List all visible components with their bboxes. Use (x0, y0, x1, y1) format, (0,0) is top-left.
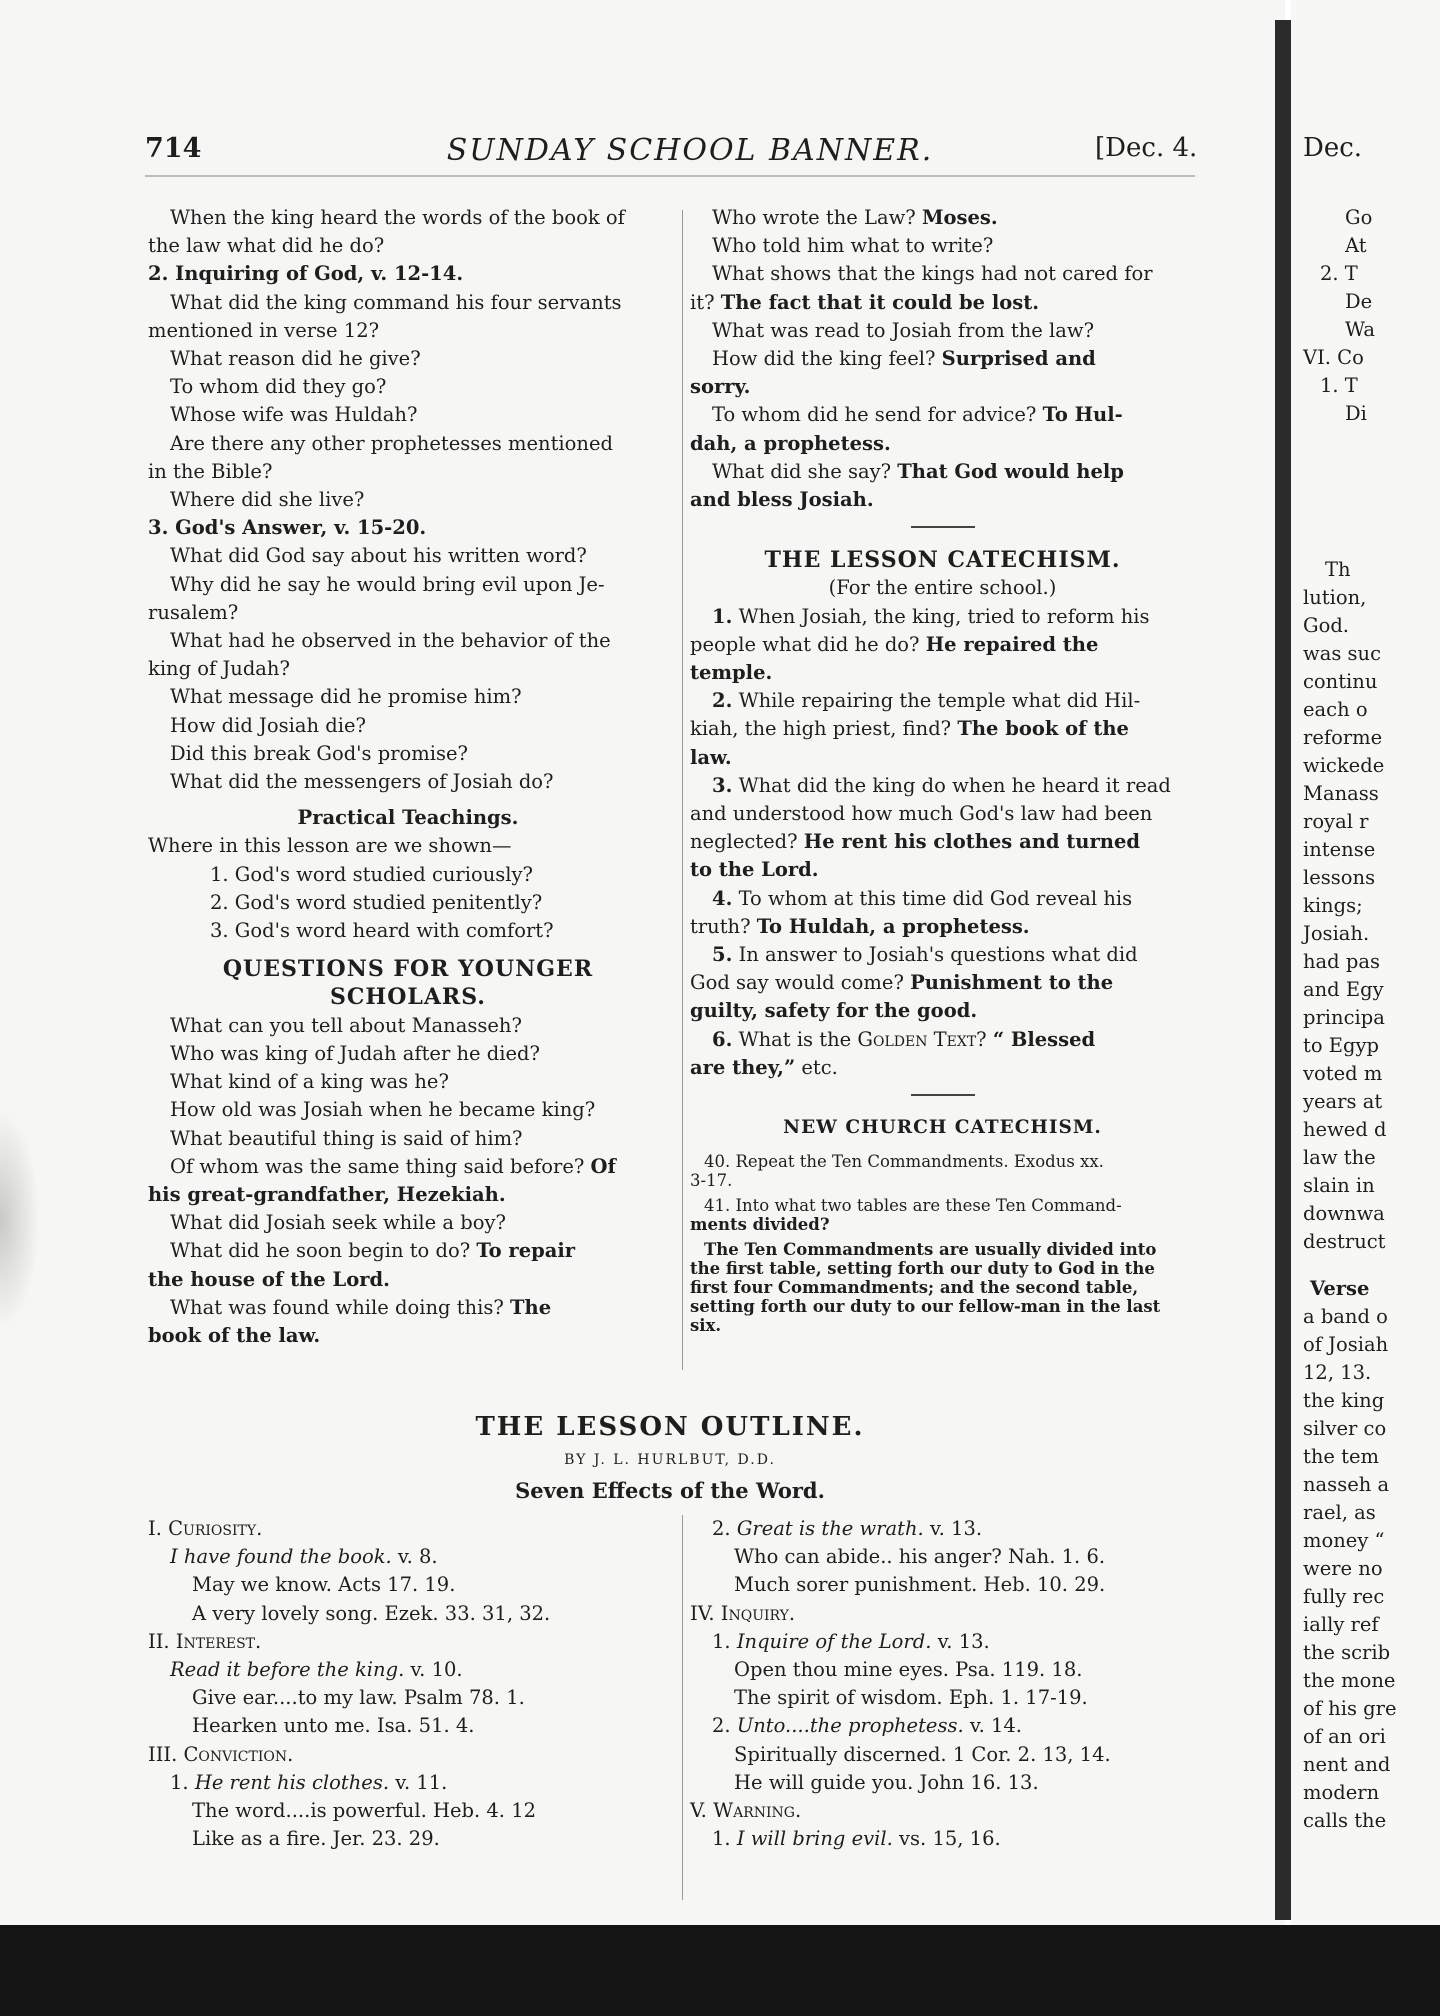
facing-page-fragment: De (1345, 290, 1373, 313)
outline-reference: May we know. Acts 17. 19. (192, 1573, 456, 1597)
question-line: What shows that the kings had not cared for (712, 262, 1153, 286)
question-text: kiah, the high priest, find? (690, 717, 952, 741)
outline-number: 1. (712, 1827, 731, 1851)
outline-reference: Hearken unto me. Isa. 51. 4. (192, 1714, 475, 1738)
issue-date: [Dec. 4. (1095, 133, 1198, 163)
right-column (690, 204, 1195, 1335)
facing-page-fragment: of his gre (1303, 1697, 1397, 1720)
question-text: What was found while doing this? (170, 1295, 504, 1319)
question-text: truth? (690, 914, 751, 938)
facing-page-fragment: intense (1303, 838, 1376, 861)
answer-text: The fact that it could be lost. (720, 290, 1040, 314)
outline-number: 2. (712, 1714, 731, 1738)
new-church-catechism-heading: NEW CHURCH CATECHISM. (783, 1117, 1102, 1139)
text-line: Where in this lesson are we shown— (148, 834, 512, 858)
outline-heading: III. Conviction. (148, 1742, 294, 1766)
facing-page-fragment: calls the (1303, 1809, 1387, 1832)
facing-page-fragment: hewed d (1303, 1118, 1387, 1141)
answer-text: Punishment to the (910, 971, 1114, 995)
outline-reference: Who can abide.. his anger? Nah. 1. 6. (734, 1545, 1106, 1569)
answer-text: That God would help (897, 459, 1124, 483)
outline-quote: Read it before the king. (170, 1658, 405, 1682)
facing-page-header: Dec. (1303, 133, 1363, 163)
facing-page-fragment: money “ (1303, 1529, 1385, 1552)
question-answer-line (148, 1294, 668, 1322)
facing-page-fragment: slain in (1303, 1174, 1375, 1197)
page-smudge (0, 1110, 40, 1330)
outline-verse: v. 8. (397, 1545, 438, 1569)
answer-line: dah, a prophetess. (690, 431, 891, 455)
text-line: in the Bible? (148, 459, 273, 483)
question-text: When Josiah, the king, tried to reform his (738, 604, 1150, 628)
question-line: What had he observed in the behavior of the (170, 629, 611, 653)
outline-heading: II. Interest. (148, 1629, 262, 1653)
facing-page-fragment: the scrib (1303, 1641, 1391, 1664)
facing-page-fragment: principa (1303, 1006, 1385, 1029)
outline-heading: IV. Inquiry. (690, 1601, 796, 1625)
answer-text: To repair (476, 1239, 576, 1263)
answer-text: The (510, 1295, 552, 1319)
question-line: What did the messengers of Josiah do? (170, 770, 554, 794)
outline-verse: v. 10. (410, 1658, 463, 1682)
question-text: people what did he do? (690, 632, 920, 656)
text-line: the law what did he do? (148, 234, 385, 258)
facing-page-fragment: Di (1345, 402, 1367, 425)
outline-heading: V. Warning. (690, 1799, 802, 1823)
question-line: What message did he promise him? (170, 685, 522, 709)
catechism-line: first four Commandments; and the second table, (690, 1278, 1139, 1298)
facing-page-fragment: nent and (1303, 1753, 1391, 1776)
text-line: and understood how much God's law had been (690, 802, 1153, 826)
outline-reference: The spirit of wisdom. Eph. 1. 17-19. (734, 1686, 1088, 1710)
question-text: What did she say? (712, 459, 892, 483)
item-number: 4. (712, 886, 733, 910)
catechism-line: ments divided? (690, 1215, 830, 1235)
outline-heading: I. Curiosity. (148, 1517, 263, 1540)
answer-line: and bless Josiah. (690, 488, 874, 512)
facing-page-fragment: of Josiah (1303, 1333, 1389, 1356)
question-line: Did this break God's promise? (170, 741, 469, 765)
outline-number: 1. (712, 1629, 731, 1653)
question-line: Where did she live? (170, 488, 365, 512)
answer-text: He rent his clothes and turned (803, 830, 1140, 854)
facing-page-fragment: 2. T (1320, 262, 1358, 285)
outline-left-column (148, 1515, 678, 1853)
facing-page-fragment: years at (1303, 1090, 1383, 1113)
question-line: Why did he say he would bring evil upon Je- (170, 572, 605, 596)
facing-page-fragment: to Egyp (1303, 1034, 1379, 1057)
answer-text: To Hul- (1042, 403, 1123, 427)
catechism-line: the first table, setting forth our duty to God in the (690, 1259, 1155, 1279)
text-line: rusalem? (148, 600, 239, 624)
question-text: To whom did he send for advice? (712, 403, 1037, 427)
lesson-outline-subtitle: Seven Effects of the Word. (515, 1478, 825, 1503)
facing-page-fragment: Go (1345, 206, 1373, 229)
facing-page-fragment: wickede (1303, 754, 1385, 777)
facing-page-fragment: Verse (1310, 1277, 1370, 1300)
item-number: 5. (712, 943, 733, 967)
facing-page-fragment: lution, (1303, 586, 1367, 609)
section-rule (911, 1094, 975, 1096)
facing-page-fragment: the mone (1303, 1669, 1396, 1692)
facing-page-fragment: lessons (1303, 866, 1376, 889)
answer-line: sorry. (690, 375, 751, 399)
lesson-outline-byline: BY J. L. HURLBUT, D.D. (564, 1452, 776, 1468)
catechism-line: six. (690, 1316, 722, 1336)
facing-page-fragment: modern (1303, 1781, 1380, 1804)
answer-text: The book of the (957, 717, 1129, 741)
outline-quote: Inquire of the Lord. (736, 1629, 932, 1653)
section-rule (911, 526, 975, 528)
facing-page-fragment: a band o (1303, 1305, 1388, 1328)
question-line: What reason did he give? (170, 347, 421, 371)
question-text: What did the king do when he heard it read (738, 773, 1171, 797)
catechism-line: 41. Into what two tables are these Ten Command- (704, 1196, 1122, 1216)
catechism-line: 40. Repeat the Ten Commandments. Exodus xx. (704, 1152, 1104, 1172)
answer-line: his great-grandfather, Hezekiah. (148, 1182, 506, 1206)
facing-page-fragment: each o (1303, 698, 1368, 721)
facing-page-fragment: At (1345, 234, 1367, 257)
answer-line: to the Lord. (690, 858, 819, 882)
facing-page-fragment: VI. Co (1303, 346, 1364, 369)
outline-reference: He will guide you. John 16. 13. (734, 1770, 1039, 1794)
teaching-item: 3. God's word heard with comfort? (210, 919, 554, 943)
catechism-line: 3-17. (690, 1171, 733, 1191)
facing-page-fragment: Josiah. (1303, 922, 1370, 945)
answer-line: temple. (690, 661, 773, 685)
facing-page-fragment: royal r (1303, 810, 1369, 833)
item-number: 6. (712, 1027, 733, 1051)
facing-page-fragment: was suc (1303, 642, 1382, 665)
facing-page-fragment: 12, 13. (1303, 1361, 1372, 1384)
answer-text: Of (590, 1154, 616, 1178)
facing-page-fragment: were no (1303, 1557, 1383, 1580)
outline-reference: A very lovely song. Ezek. 33. 31, 32. (192, 1601, 551, 1625)
question-line: Whose wife was Huldah? (170, 403, 418, 427)
facing-page-fragment: reforme (1303, 726, 1383, 749)
outline-quote: Great is the wrath. (736, 1517, 924, 1540)
question-text: While repairing the temple what did Hil- (738, 689, 1141, 713)
facing-page-fragment: kings; (1303, 894, 1363, 917)
question-text: it? (690, 290, 715, 314)
question-line: How old was Josiah when he became king? (170, 1098, 596, 1122)
facing-page-fragment: the king (1303, 1389, 1385, 1412)
catechism-line: The Ten Commandments are usually divided into (704, 1240, 1157, 1260)
outline-quote: Unto....the prophetess. (736, 1714, 964, 1738)
outline-divider (682, 1515, 683, 1900)
question-line: Who was king of Judah after he died? (170, 1041, 540, 1065)
question-line: To whom did they go? (170, 375, 387, 399)
book-spine (1275, 20, 1291, 1920)
teaching-item: 1. God's word studied curiously? (210, 862, 533, 886)
answer-line: the house of the Lord. (148, 1267, 390, 1291)
question-line: What beautiful thing is said of him? (170, 1126, 523, 1150)
facing-page-fragment: ially ref (1303, 1613, 1379, 1636)
facing-page-fragment: rael, as (1303, 1501, 1376, 1524)
header-rule (145, 175, 1195, 177)
answer-text: “ Blessed (992, 1027, 1096, 1051)
outline-reference: Spiritually discerned. 1 Cor. 2. 13, 14. (734, 1742, 1111, 1766)
outline-reference: Much sorer punishment. Heb. 10. 29. (734, 1573, 1106, 1597)
facing-page-fragment: law the (1303, 1146, 1376, 1169)
facing-page-fragment: and Egy (1303, 978, 1384, 1001)
outline-verse: vs. 15, 16. (899, 1827, 1001, 1851)
question-text: What did he soon begin to do? (170, 1239, 471, 1263)
outline-reference: Like as a fire. Jer. 23. 29. (192, 1827, 440, 1851)
facing-page-fragment: Wa (1345, 318, 1375, 341)
facing-page-fragment: of an ori (1303, 1725, 1386, 1748)
answer-text: To Huldah, a prophetess. (756, 914, 1030, 938)
text-line: king of Judah? (148, 657, 290, 681)
younger-scholars-heading: SCHOLARS. (330, 984, 486, 1011)
question-text: Of whom was the same thing said before? (170, 1154, 585, 1178)
question-line: What kind of a king was he? (170, 1070, 449, 1094)
question-line: What can you tell about Manasseh? (170, 1013, 522, 1037)
left-column (148, 204, 668, 1350)
scan-background (0, 1925, 1440, 2016)
new-church-catechism-body (690, 1152, 1195, 1336)
outline-quote: I will bring evil. (736, 1827, 893, 1851)
outline-verse: v. 13. (929, 1517, 983, 1540)
outline-number: 1. (170, 1770, 189, 1794)
question-text: Who wrote the Law? (712, 206, 916, 229)
outline-right-column (690, 1515, 1195, 1853)
page-number: 714 (145, 133, 202, 164)
answer-line: guilty, safety for the good. (690, 999, 978, 1023)
question-answer-line (148, 1153, 668, 1181)
answer-text: Surprised and (941, 347, 1096, 371)
question-text: To whom at this time did God reveal his (738, 886, 1133, 910)
facing-page-fragment: had pas (1303, 950, 1380, 973)
answer-line: law. (690, 745, 732, 769)
section-heading: 2. Inquiring of God, v. 12-14. (148, 262, 464, 286)
outline-verse: v. 11. (395, 1770, 448, 1794)
lesson-outline-title: THE LESSON OUTLINE. (475, 1412, 865, 1442)
item-number: 1. (712, 604, 733, 628)
outline-verse: v. 14. (969, 1714, 1023, 1738)
lesson-catechism-heading: THE LESSON CATECHISM. (764, 547, 1121, 574)
question-line: What did the king command his four servants (170, 290, 622, 314)
question-line: Who told him what to write? (712, 234, 994, 258)
teaching-item: 2. God's word studied penitently? (210, 890, 543, 914)
outline-verse: v. 13. (937, 1629, 990, 1653)
answer-text: Moses. (921, 206, 998, 229)
section-heading: 3. God's Answer, v. 15-20. (148, 516, 427, 540)
outline-reference: Give ear....to my law. Psalm 78. 1. (192, 1686, 525, 1710)
question-text: In answer to Josiah's questions what did (738, 943, 1138, 967)
question-text: God say would come? (690, 971, 904, 995)
text-line: mentioned in verse 12? (148, 318, 380, 342)
facing-page-fragment: fully rec (1303, 1585, 1385, 1608)
facing-page-fragment: Th (1325, 558, 1351, 581)
catechism-line: setting forth our duty to our fellow-man in the last (690, 1297, 1161, 1317)
text-fragment: etc. (801, 1055, 838, 1079)
facing-page-fragment: 1. T (1320, 374, 1358, 397)
golden-text-label: Golden Text? (857, 1027, 987, 1051)
question-line: What did God say about his written word? (170, 544, 587, 568)
answer-line: book of the law. (148, 1323, 321, 1347)
outline-reference: Open thou mine eyes. Psa. 119. 18. (734, 1658, 1083, 1682)
question-text: How did the king feel? (712, 347, 936, 371)
question-line: What did Josiah seek while a boy? (170, 1211, 506, 1235)
column-divider (682, 210, 683, 1370)
facing-page-fragment: destruct (1303, 1230, 1386, 1253)
facing-page-fragment: Manass (1303, 782, 1379, 805)
facing-page-fragment: the tem (1303, 1445, 1380, 1468)
question-answer-line (148, 1237, 668, 1265)
facing-page-fragment: God. (1303, 614, 1349, 637)
facing-page-fragment: downwa (1303, 1202, 1385, 1225)
question-line: Are there any other prophetesses mentioned (170, 431, 613, 455)
running-title: SUNDAY SCHOOL BANNER. (446, 133, 934, 168)
facing-page-fragment: continu (1303, 670, 1378, 693)
question-text: What is the (738, 1027, 852, 1051)
facing-page-fragment: nasseh a (1303, 1473, 1390, 1496)
item-number: 2. (712, 689, 733, 713)
outline-quote: He rent his clothes. (194, 1770, 390, 1794)
answer-text: He repaired the (925, 632, 1099, 656)
outline-reference: The word....is powerful. Heb. 4. 12 (192, 1799, 537, 1823)
question-line: What was read to Josiah from the law? (712, 318, 1095, 342)
text-line: When the king heard the words of the book of (170, 206, 625, 229)
practical-teachings-heading: Practical Teachings. (297, 806, 519, 830)
outline-quote: I have found the book. (170, 1545, 392, 1569)
facing-page-fragment: voted m (1303, 1062, 1383, 1085)
catechism-subheading: (For the entire school.) (828, 576, 1057, 600)
item-number: 3. (712, 773, 733, 797)
facing-page-fragment: silver co (1303, 1417, 1387, 1440)
question-line: How did Josiah die? (170, 713, 366, 737)
younger-scholars-heading: QUESTIONS FOR YOUNGER (222, 956, 594, 983)
outline-number: 2. (712, 1517, 731, 1540)
answer-text: are they,” (690, 1055, 796, 1079)
question-text: neglected? (690, 830, 798, 854)
